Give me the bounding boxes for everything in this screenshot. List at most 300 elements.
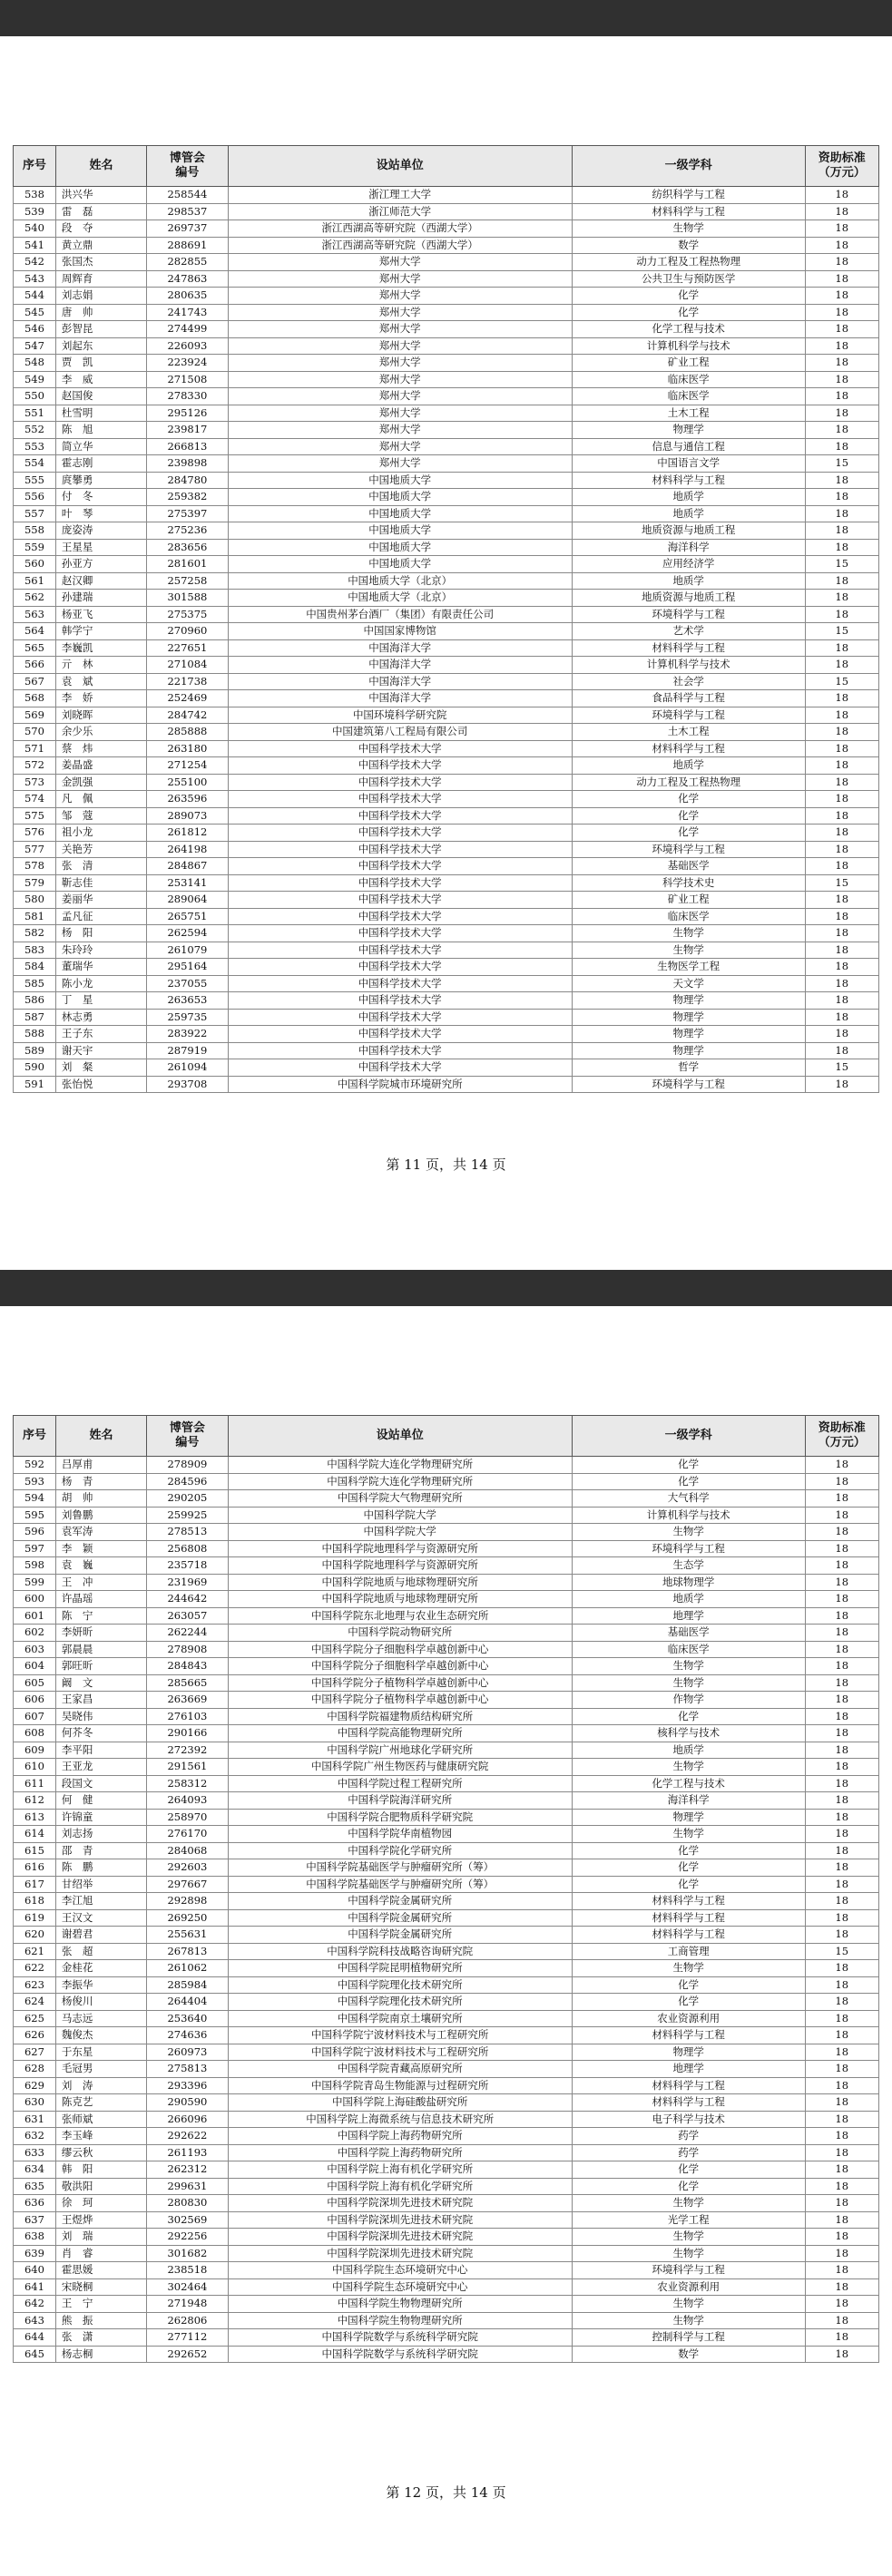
code-cell: 287919: [147, 1042, 228, 1059]
table-row: [14, 1607, 879, 1625]
unit-cell: 中国地质大学: [228, 522, 572, 540]
seq-cell: 603: [14, 1641, 56, 1658]
name-cell: 赵国俊: [55, 388, 146, 405]
subject-cell: 药学: [572, 2128, 805, 2145]
seq-cell: 622: [14, 1960, 56, 1977]
unit-cell: 中国科学院地理科学与资源研究所: [228, 1540, 572, 1557]
name-cell: 李振华: [55, 1976, 146, 1994]
name-cell: 韩 阳: [55, 2161, 146, 2179]
code-cell: 239898: [147, 455, 228, 473]
seq-cell: 581: [14, 908, 56, 925]
name-cell: 孙亚方: [55, 556, 146, 573]
table-row: [14, 2245, 879, 2262]
amount-cell: 18: [805, 1574, 879, 1591]
table-row: [14, 874, 879, 892]
table-row: [14, 2346, 879, 2363]
unit-cell: 中国科学院地质与地球物理研究所: [228, 1574, 572, 1591]
seq-cell: 624: [14, 1994, 56, 2011]
amount-cell: 18: [805, 1826, 879, 1843]
table-row: [14, 1059, 879, 1077]
unit-cell: 郑州大学: [228, 371, 572, 388]
seq-cell: 577: [14, 841, 56, 858]
table-row: [14, 1026, 879, 1043]
header-unit-text: 设站单位: [376, 1429, 424, 1442]
seq-cell: 566: [14, 657, 56, 674]
header-seq: [14, 1416, 56, 1457]
subject-cell: 纺织科学与工程: [572, 187, 805, 204]
seq-cell: 620: [14, 1927, 56, 1944]
table-row: [14, 556, 879, 573]
table-row: [14, 1960, 879, 1977]
amount-cell: 18: [805, 1909, 879, 1927]
table-row: [14, 1792, 879, 1810]
amount-cell: 18: [805, 2094, 879, 2112]
amount-cell: 18: [805, 505, 879, 522]
subject-cell: 物理学: [572, 1809, 805, 1826]
seq-cell: 614: [14, 1826, 56, 1843]
amount-cell: 18: [805, 1708, 879, 1725]
seq-cell: 626: [14, 2027, 56, 2044]
table-row: [14, 673, 879, 690]
code-cell: 244642: [147, 1591, 228, 1608]
seq-cell: 586: [14, 992, 56, 1010]
name-cell: 陈 宁: [55, 1607, 146, 1625]
unit-cell: 郑州大学: [228, 337, 572, 355]
unit-cell: 中国国家博物馆: [228, 623, 572, 640]
table-row: [14, 1876, 879, 1893]
code-cell: 262594: [147, 925, 228, 942]
name-cell: 许锦童: [55, 1809, 146, 1826]
name-cell: 魏俊杰: [55, 2027, 146, 2044]
name-cell: 叶 琴: [55, 505, 146, 522]
table-row: [14, 2229, 879, 2246]
unit-cell: 中国地质大学: [228, 505, 572, 522]
subject-cell: 食品科学与工程: [572, 690, 805, 707]
unit-cell: 中国科学院广州地球化学研究所: [228, 1742, 572, 1759]
seq-cell: 644: [14, 2329, 56, 2347]
subject-cell: 数学: [572, 2346, 805, 2363]
amount-cell: 18: [805, 472, 879, 489]
seq-cell: 610: [14, 1759, 56, 1776]
code-cell: 226093: [147, 337, 228, 355]
unit-cell: 郑州大学: [228, 304, 572, 321]
table-row: [14, 288, 879, 305]
unit-cell: 中国科学院分子细胞科学卓越创新中心: [228, 1641, 572, 1658]
code-cell: 285665: [147, 1674, 228, 1692]
amount-cell: 18: [805, 371, 879, 388]
name-cell: 金桂花: [55, 1960, 146, 1977]
header-subject: [572, 146, 805, 187]
subject-cell: 地球物理学: [572, 1574, 805, 1591]
table-row: [14, 2077, 879, 2094]
table-row: [14, 1490, 879, 1508]
unit-cell: 郑州大学: [228, 388, 572, 405]
subject-cell: 生物学: [572, 2229, 805, 2246]
code-cell: 261062: [147, 1960, 228, 1977]
amount-cell: 18: [805, 2010, 879, 2027]
seq-cell: 643: [14, 2312, 56, 2329]
seq-cell: 623: [14, 1976, 56, 1994]
code-cell: 261812: [147, 825, 228, 842]
name-cell: 杨 阳: [55, 925, 146, 942]
amount-cell: 18: [805, 606, 879, 623]
unit-cell: 中国科学技术大学: [228, 874, 572, 892]
unit-cell: 中国科学院上海微系统与信息技术研究所: [228, 2111, 572, 2128]
funding-table: [13, 145, 879, 1093]
subject-cell: 物理学: [572, 1009, 805, 1026]
code-cell: 285888: [147, 724, 228, 741]
amount-cell: 15: [805, 874, 879, 892]
name-cell: 吴晓伟: [55, 1708, 146, 1725]
table-row: [14, 1927, 879, 1944]
unit-cell: 中国科学院金属研究所: [228, 1909, 572, 1927]
table-row: [14, 321, 879, 338]
code-cell: 284867: [147, 858, 228, 875]
amount-cell: 18: [805, 858, 879, 875]
code-cell: 301682: [147, 2245, 228, 2262]
header-subject-text: 一级学科: [664, 1429, 712, 1442]
name-cell: 刘晓晖: [55, 707, 146, 724]
code-cell: 290166: [147, 1725, 228, 1742]
seq-cell: 563: [14, 606, 56, 623]
subject-cell: 化学: [572, 1708, 805, 1725]
seq-cell: 578: [14, 858, 56, 875]
seq-cell: 645: [14, 2346, 56, 2363]
amount-cell: 18: [805, 220, 879, 238]
name-cell: 陈 旭: [55, 422, 146, 439]
code-cell: 284068: [147, 1842, 228, 1859]
table-row: [14, 690, 879, 707]
seq-cell: 580: [14, 892, 56, 909]
name-cell: 王 宁: [55, 2296, 146, 2313]
seq-cell: 602: [14, 1625, 56, 1642]
table-row: [14, 2329, 879, 2347]
unit-cell: 中国科学院数学与系统科学研究院: [228, 2346, 572, 2363]
funding-table: [13, 1415, 879, 2363]
seq-cell: 606: [14, 1692, 56, 1709]
name-cell: 张怡悦: [55, 1076, 146, 1093]
subject-cell: 化学: [572, 2178, 805, 2195]
table-row: [14, 203, 879, 220]
table-row: [14, 304, 879, 321]
header-seq-text: 序号: [22, 159, 46, 172]
name-cell: 袁 斌: [55, 673, 146, 690]
code-cell: 253141: [147, 874, 228, 892]
unit-cell: 中国科学院生态环境研究中心: [228, 2262, 572, 2279]
amount-cell: 18: [805, 2178, 879, 2195]
unit-cell: 中国科学院高能物理研究所: [228, 1725, 572, 1742]
code-cell: 302464: [147, 2278, 228, 2296]
subject-cell: 化学: [572, 1457, 805, 1474]
table-row: [14, 807, 879, 825]
seq-cell: 555: [14, 472, 56, 489]
seq-cell: 600: [14, 1591, 56, 1608]
code-cell: 271084: [147, 657, 228, 674]
table-row: [14, 623, 879, 640]
unit-cell: 中国科学院上海硅酸盐研究所: [228, 2094, 572, 2112]
name-cell: 陈克艺: [55, 2094, 146, 2112]
header-code: [147, 146, 228, 187]
amount-cell: 18: [805, 254, 879, 271]
table-row: [14, 337, 879, 355]
unit-cell: 中国科学院大连化学物理研究所: [228, 1473, 572, 1490]
seq-cell: 619: [14, 1909, 56, 1927]
amount-cell: 15: [805, 1059, 879, 1077]
unit-cell: 中国科学院大连化学物理研究所: [228, 1457, 572, 1474]
name-cell: 邹 蔻: [55, 807, 146, 825]
amount-cell: 18: [805, 942, 879, 959]
name-cell: 李 威: [55, 371, 146, 388]
subject-cell: 临床医学: [572, 388, 805, 405]
amount-cell: 18: [805, 2044, 879, 2061]
subject-cell: 化学: [572, 825, 805, 842]
code-cell: 262806: [147, 2312, 228, 2329]
amount-cell: 18: [805, 438, 879, 455]
unit-cell: 中国科学院深圳先进技术研究院: [228, 2229, 572, 2246]
amount-cell: 18: [805, 1026, 879, 1043]
name-cell: 孟凡征: [55, 908, 146, 925]
code-cell: 271948: [147, 2296, 228, 2313]
amount-cell: 18: [805, 1927, 879, 1944]
subject-cell: 化学: [572, 1994, 805, 2011]
header-unit: [228, 146, 572, 187]
amount-cell: 18: [805, 1473, 879, 1490]
amount-cell: 18: [805, 2161, 879, 2179]
amount-cell: 18: [805, 237, 879, 254]
code-cell: 281601: [147, 556, 228, 573]
amount-cell: 18: [805, 270, 879, 288]
subject-cell: 地质学: [572, 489, 805, 506]
table-row: [14, 539, 879, 556]
unit-cell: 郑州大学: [228, 288, 572, 305]
unit-cell: 中国科学院科技战略咨询研究院: [228, 1943, 572, 1960]
seq-cell: 573: [14, 774, 56, 791]
code-cell: 271254: [147, 757, 228, 775]
code-cell: 241743: [147, 304, 228, 321]
amount-cell: 15: [805, 556, 879, 573]
subject-cell: 光学工程: [572, 2211, 805, 2229]
table-row: [14, 388, 879, 405]
amount-cell: 18: [805, 740, 879, 757]
code-cell: 260973: [147, 2044, 228, 2061]
amount-cell: 18: [805, 539, 879, 556]
header-unit: [228, 1416, 572, 1457]
amount-cell: 18: [805, 1842, 879, 1859]
code-cell: 269737: [147, 220, 228, 238]
unit-cell: 中国科学技术大学: [228, 807, 572, 825]
code-cell: 292603: [147, 1859, 228, 1877]
unit-cell: 中国科学技术大学: [228, 774, 572, 791]
amount-cell: 18: [805, 892, 879, 909]
unit-cell: 中国科学技术大学: [228, 825, 572, 842]
name-cell: 赵汉卿: [55, 572, 146, 590]
table-row: [14, 455, 879, 473]
seq-cell: 550: [14, 388, 56, 405]
header-code-text: 博管会: [169, 1421, 205, 1435]
amount-cell: 18: [805, 2312, 879, 2329]
table-row: [14, 992, 879, 1010]
name-cell: 缪云秋: [55, 2144, 146, 2161]
subject-cell: 临床医学: [572, 371, 805, 388]
subject-cell: 生物学: [572, 1826, 805, 1843]
amount-cell: 18: [805, 1859, 879, 1877]
table-row: [14, 757, 879, 775]
table-row: [14, 2178, 879, 2195]
table-row: [14, 1742, 879, 1759]
table-row: [14, 657, 879, 674]
page-footer: 第 12 页，共 14 页: [386, 2484, 506, 2501]
amount-cell: 18: [805, 2329, 879, 2347]
amount-cell: 18: [805, 1540, 879, 1557]
name-cell: 张 潇: [55, 2329, 146, 2347]
name-cell: 丁 星: [55, 992, 146, 1010]
table-row: [14, 1994, 879, 2011]
table-row: [14, 1009, 879, 1026]
seq-cell: 584: [14, 959, 56, 976]
amount-cell: 18: [805, 572, 879, 590]
name-cell: 许晶瑶: [55, 1591, 146, 1608]
unit-cell: 郑州大学: [228, 455, 572, 473]
seq-cell: 612: [14, 1792, 56, 1810]
seq-cell: 630: [14, 2094, 56, 2112]
seq-cell: 558: [14, 522, 56, 540]
table-row: [14, 1692, 879, 1709]
amount-cell: 18: [805, 388, 879, 405]
name-cell: 何 健: [55, 1792, 146, 1810]
header-unit-text: 设站单位: [376, 159, 424, 172]
code-cell: 284742: [147, 707, 228, 724]
name-cell: 林志勇: [55, 1009, 146, 1026]
name-cell: 王煜烨: [55, 2211, 146, 2229]
unit-cell: 中国科学院基础医学与肿瘤研究所（筹）: [228, 1876, 572, 1893]
unit-cell: 中国科学院上海药物研究所: [228, 2128, 572, 2145]
code-cell: 291561: [147, 1759, 228, 1776]
seq-cell: 568: [14, 690, 56, 707]
unit-cell: 中国科学院动物研究所: [228, 1625, 572, 1642]
unit-cell: 中国科学院福建物质结构研究所: [228, 1708, 572, 1725]
subject-cell: 环境科学与工程: [572, 707, 805, 724]
amount-cell: 18: [805, 1507, 879, 1524]
code-cell: 247863: [147, 270, 228, 288]
table-row: [14, 1859, 879, 1877]
name-cell: 贾 凯: [55, 355, 146, 372]
code-cell: 263653: [147, 992, 228, 1010]
name-cell: 姜丽华: [55, 892, 146, 909]
name-cell: 王子东: [55, 1026, 146, 1043]
seq-cell: 557: [14, 505, 56, 522]
name-cell: 蔡 炜: [55, 740, 146, 757]
unit-cell: 郑州大学: [228, 355, 572, 372]
subject-cell: 化学: [572, 1842, 805, 1859]
subject-cell: 材料科学与工程: [572, 203, 805, 220]
seq-cell: 608: [14, 1725, 56, 1742]
seq-cell: 552: [14, 422, 56, 439]
unit-cell: 中国科学院过程工程研究所: [228, 1775, 572, 1792]
code-cell: 266813: [147, 438, 228, 455]
table-row: [14, 2262, 879, 2279]
name-cell: 姜晶盛: [55, 757, 146, 775]
unit-cell: 中国科学院金属研究所: [228, 1893, 572, 1910]
amount-cell: 18: [805, 304, 879, 321]
amount-cell: 18: [805, 925, 879, 942]
table-row: [14, 522, 879, 540]
unit-cell: 郑州大学: [228, 270, 572, 288]
code-cell: 259925: [147, 1507, 228, 1524]
subject-cell: 化学: [572, 791, 805, 808]
seq-cell: 601: [14, 1607, 56, 1625]
seq-cell: 565: [14, 639, 56, 657]
name-cell: 熊 振: [55, 2312, 146, 2329]
code-cell: 292652: [147, 2346, 228, 2363]
subject-cell: 地理学: [572, 1607, 805, 1625]
subject-cell: 基础医学: [572, 1625, 805, 1642]
unit-cell: 中国地质大学: [228, 556, 572, 573]
code-cell: 263669: [147, 1692, 228, 1709]
unit-cell: 郑州大学: [228, 422, 572, 439]
header-seq-text: 序号: [22, 1429, 46, 1442]
name-cell: 徐 珂: [55, 2195, 146, 2212]
code-cell: 301588: [147, 590, 228, 607]
amount-cell: 18: [805, 1674, 879, 1692]
seq-cell: 590: [14, 1059, 56, 1077]
name-cell: 王亚龙: [55, 1759, 146, 1776]
name-cell: 宋晓桐: [55, 2278, 146, 2296]
seq-cell: 553: [14, 438, 56, 455]
seq-cell: 607: [14, 1708, 56, 1725]
unit-cell: 中国科学院生物物理研究所: [228, 2312, 572, 2329]
code-cell: 263057: [147, 1607, 228, 1625]
amount-cell: 15: [805, 623, 879, 640]
subject-cell: 地质资源与地质工程: [572, 590, 805, 607]
seq-cell: 551: [14, 405, 56, 422]
subject-cell: 物理学: [572, 1042, 805, 1059]
table-row: [14, 1809, 879, 1826]
name-cell: 吕厚甫: [55, 1457, 146, 1474]
amount-cell: 18: [805, 1692, 879, 1709]
header-amount-text: 资助标准: [818, 1421, 866, 1435]
name-cell: 刘起东: [55, 337, 146, 355]
code-cell: 262244: [147, 1625, 228, 1642]
amount-cell: 18: [805, 724, 879, 741]
code-cell: 289073: [147, 807, 228, 825]
subject-cell: 材料科学与工程: [572, 2094, 805, 2112]
unit-cell: 郑州大学: [228, 438, 572, 455]
subject-cell: 化学: [572, 2161, 805, 2179]
seq-cell: 621: [14, 1943, 56, 1960]
subject-cell: 地质学: [572, 505, 805, 522]
subject-cell: 材料科学与工程: [572, 1893, 805, 1910]
table-row: [14, 2144, 879, 2161]
seq-cell: 538: [14, 187, 56, 204]
amount-cell: 18: [805, 1994, 879, 2011]
seq-cell: 627: [14, 2044, 56, 2061]
subject-cell: 化学: [572, 1976, 805, 1994]
name-cell: 甘绍举: [55, 1876, 146, 1893]
code-cell: 275813: [147, 2061, 228, 2078]
name-cell: 肖 睿: [55, 2245, 146, 2262]
seq-cell: 591: [14, 1076, 56, 1093]
table-row: [14, 590, 879, 607]
seq-cell: 638: [14, 2229, 56, 2246]
subject-cell: 生物学: [572, 1960, 805, 1977]
amount-cell: 18: [805, 2061, 879, 2078]
subject-cell: 动力工程及工程热物理: [572, 254, 805, 271]
amount-cell: 18: [805, 825, 879, 842]
seq-cell: 642: [14, 2296, 56, 2313]
table-row: [14, 1540, 879, 1557]
name-cell: 刘 粲: [55, 1059, 146, 1077]
name-cell: 王汉文: [55, 1909, 146, 1927]
